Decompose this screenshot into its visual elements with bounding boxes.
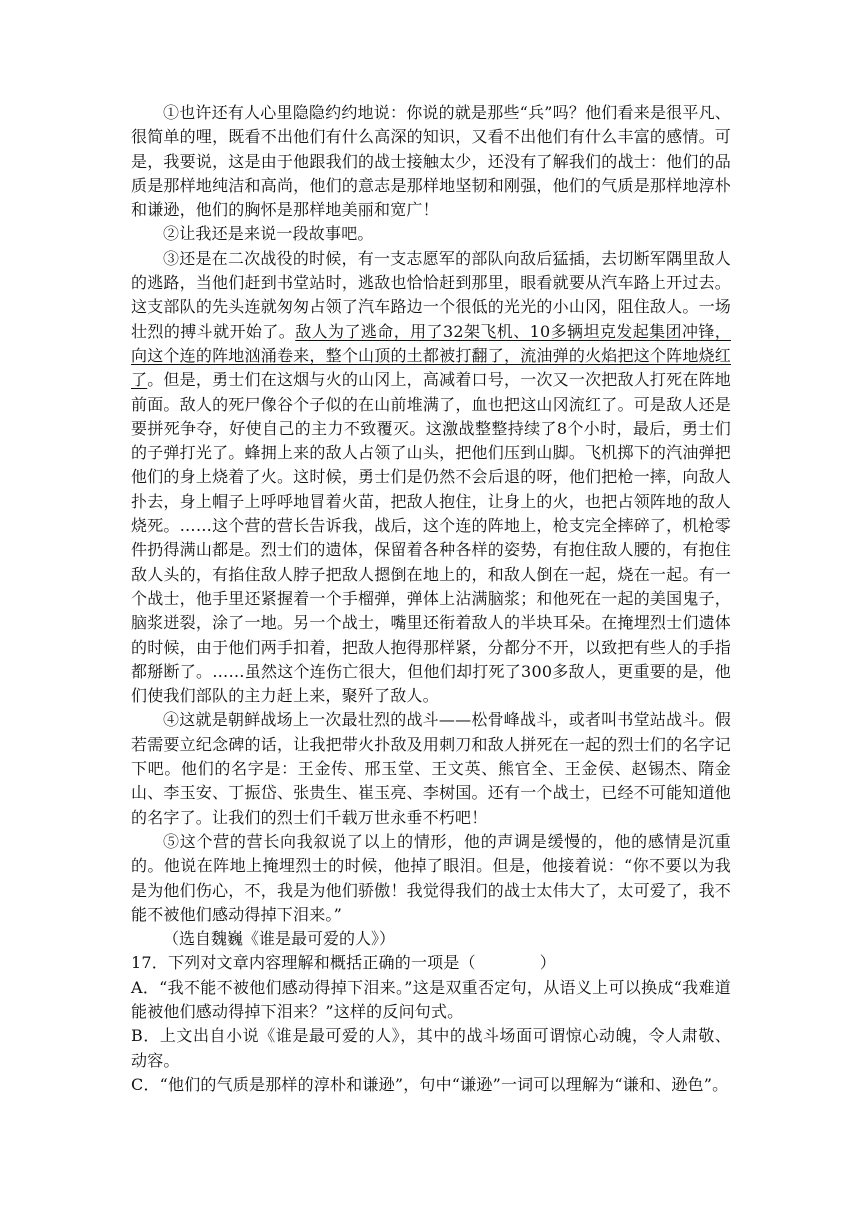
passage-source: （选自魏巍《谁是最可爱的人》） xyxy=(163,929,396,949)
question-stem-close: ） xyxy=(539,953,556,973)
paragraph-1: ①也许还有人心里隐隐约约地说：你说的就是那些“兵”吗？他们看来是很平凡、很简单的哩，既看不出他们有什么高深的知识，又看不出他们有什么丰富的感情。可是，我要说，这是由于他跟我们的战士接触太少，还没有了解我们的战士：他们的品质是那样地纯洁和高尚，他们的意志是那样地坚韧和刚强，他们的气质是那样地淳朴和谦逊，他们的胸怀是那样地美丽和宽广！ xyxy=(131,103,731,220)
underlined-sentence: 敌人为了逃命，用了32架飞机、10多辆坦克发起集团冲锋，向这个连的阵地汹涌卷来，整个山顶的土都被打翻了，流油弹的火焰把这个阵地烧红了 xyxy=(131,321,731,390)
paragraph-5: ⑤这个营的营长向我叙说了以上的情形，他的声调是缓慢的，他的感情是沉重的。他说在阵地上掩埋烈士的时候，他掉了眼泪。但是，他接着说：“你不要以为我是为他们伤心，不，我是为他们骄傲！我觉得我们的战士太伟大了，太可爱了，我不能不被他们感动得掉下泪来。” xyxy=(131,831,731,924)
paragraph-2: ②让我还是来说一段故事吧。 xyxy=(163,224,374,244)
document-page xyxy=(131,101,731,1097)
option-a: A．“我不能不被他们感动得掉下泪来。”这是双重否定句，从语义上可以换成“我难道能被他们感动得掉下泪来？”这样的反问句式。 xyxy=(131,977,731,1021)
question-stem-text: 17．下列对文章内容理解和概括正确的一项是（ xyxy=(131,953,476,973)
question-17-stem xyxy=(131,951,731,975)
option-b: B．上文出自小说《谁是最可爱的人》，其中的战斗场面可谓惊心动魄，令人肃敬、动容。 xyxy=(131,1026,731,1070)
paragraph-3-text-after: 。但是，勇士们在这烟与火的山冈上，高减着口号，一次又一次把敌人打死在阵地前面。敌人的死尸像谷个子似的在山前堆满了，血也把这山冈流红了。可是敌人还是要拼死争夺，好使自己的主力不致覆灭。这激战整整持续了8个小时，最后，勇士们的子弹打光了。蜂拥上来的敌人占领了山头，把他们压到山脚。飞机掷下的汽油弹把他们的身上烧着了火。这时候，勇士们是仍然不会后退的呀，他们把枪一摔，向敌人扑去，身上帽子上呼呼地冒着火苗，把敌人抱住，让身上的火，也把占领阵地的敌人烧死。……这个营的营长告诉我，战后，这个连的阵地上，枪支完全摔碎了，机枪零件扔得满山都是。烈士们的遗体，保留着各种各样的姿势，有抱住敌人腰的，有抱住敌人头的，有掐住敌人脖子把敌人摁倒在地上的，和敌人倒在一起，烧在一起。有一个战士，他手里还紧握着一个手榴弹，弹体上沾满脑浆；和他死在一起的美国鬼子，脑浆迸裂，涂了一地。另一个战士，嘴里还衔着敌人的半块耳朵。在掩埋烈士们遗体的时候，由于他们两手扣着，把敌人抱得那样紧，分都分不开，以致把有些人的手指都掰断了。……虽然这个连伤亡很大，但他们却打死了300多敌人，更重要的是，他们使我们部队的主力赶上来，聚歼了敌人。 xyxy=(131,370,731,706)
option-c: C．“他们的气质是那样的淳朴和谦逊”，句中“谦逊”一词可以理解为“谦和、逊色”。 xyxy=(131,1074,729,1094)
paragraph-3-text-before: ③还是在二次战役的时候，有一支志愿军的部队向敌后猛插，去切断军隅里敌人的逃路，当他们赶到书堂站时，逃敌也恰恰赶到那里，眼看就要从汽车路上开过去。这支部队的先头连就匆匆占领了汽车路边一个很低的光光的小山冈，阻住敌人。一场壮烈的搏斗就开始了。 xyxy=(131,248,731,341)
paragraph-3 xyxy=(131,247,731,709)
paragraph-4: ④这就是朝鲜战场上一次最壮烈的战斗——松骨峰战斗，或者叫书堂站战斗。假若需要立纪念碑的话，让我把带火扑敌及用刺刀和敌人拼死在一起的烈士们的名字记下吧。他们的名字是：王金传、邢玉堂、王文英、熊官全、王金侯、赵锡杰、隋金山、李玉安、丁振岱、张贵生、崔玉亮、李树国。还有一个战士，已经不可能知道他的名字了。让我们的烈士们千载万世永垂不朽吧！ xyxy=(131,710,731,827)
